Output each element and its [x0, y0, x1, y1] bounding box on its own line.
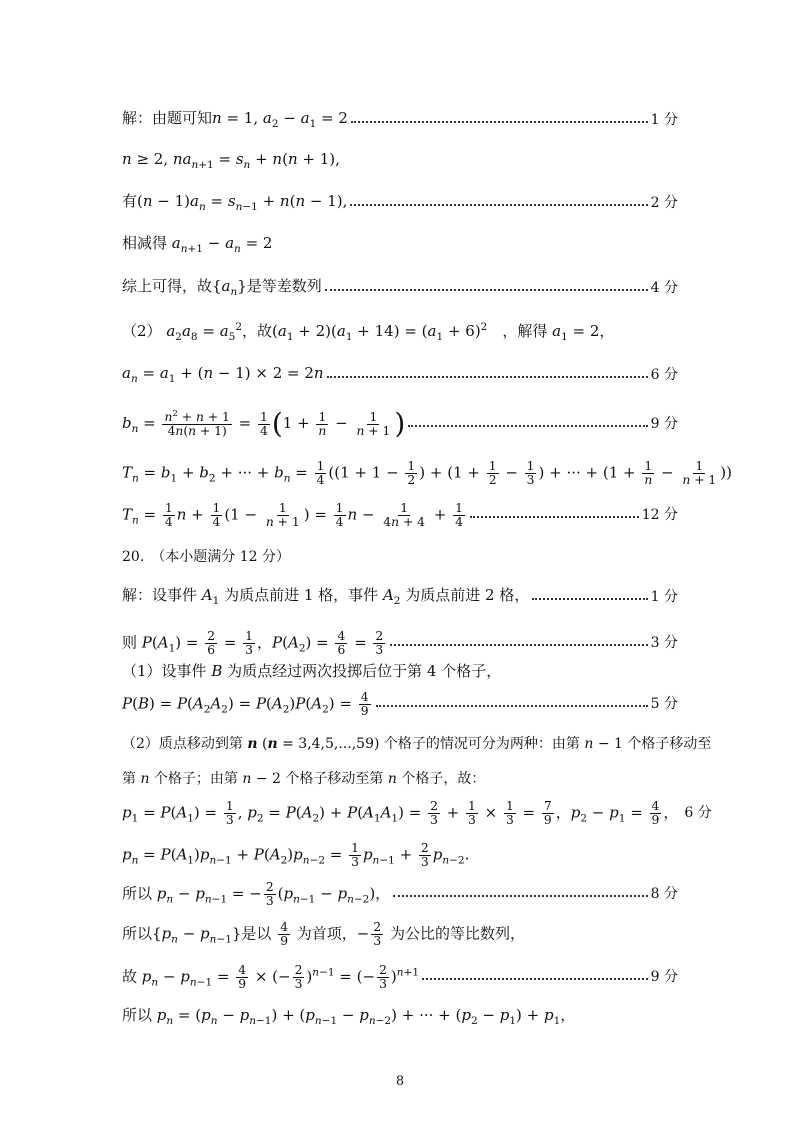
line-text: 综上可得，故$\{a_n\}$是等差数列: [122, 277, 322, 298]
line-text: 所以$\{p_n - p_{n-1}\}$是以 $\frac{4}{9}$ 为首项，− $\frac{2}{3}$ 为公比的等比数列，: [122, 920, 525, 948]
line-text: $T_n = b_1 + b_2$ + ··· + $b_n$ = $\frac{1}{4}$ ((1 + 1 − $\frac{1}{2}$ ) + (1 + $\frac{1}{2}$ − $\frac{1}{3}$ ) + ··· + (1 + $\frac{1}{n}$ − $\frac{1}{n + 1}$ )): [122, 459, 732, 487]
line-text: 第 n 个格子；由第 n − 2 个格子移动至第 n 个格子，故：: [122, 771, 486, 787]
solution-line-19: [122, 842, 469, 869]
dot-leader: [351, 121, 648, 123]
dot-leader: [470, 516, 639, 518]
line-text: $P(B) = P(A_2A_2) = P(A_2)P(A_2)$ = $\frac{4}{9}$: [122, 690, 369, 718]
line-text: 所以 $p_n = (p_n - p_{n-1}) + (p_{n-1} - p_{n-2})$ + ··· + $(p_2 - p_1) + p_1$，: [122, 1006, 576, 1027]
line-text: （2） $a_2a_8 = a_5^2$，故$(a_1 + 2)(a_1 + 14) = (a_1 + 6)^2$ ，解得 $a_1 = 2$，: [122, 321, 615, 343]
line-text: 相减得 $a_{n+1} - a_n = 2$: [122, 234, 273, 255]
solution-line-12: [122, 588, 678, 607]
dot-leader: [325, 289, 648, 291]
dot-leader: [393, 895, 647, 897]
line-text: $b_n$ = $\frac{n^2 + n + 1}{4n(n + 1)}$ = $\frac{1}{4}$ (1 + $\frac{1}{n}$ − $\frac{1}{n + 1}$ ): [122, 407, 406, 440]
solution-line-1: [122, 111, 678, 130]
line-text: （1）设事件 B 为质点经过两次投掷后位于第 4 个格子，: [122, 662, 502, 680]
line-text: 解：设事件 $A_1$ 为质点前进 1 格，事件 $A_2$ 为质点前进 2 格，: [122, 586, 530, 607]
line-text: 则 $P(A_1)$ = $\frac{2}{6}$ = $\frac{1}{3}$ ，$P(A_2)$ = $\frac{4}{6}$ = $\frac{2}{3}$: [122, 629, 384, 657]
solution-line-15: [122, 691, 678, 718]
solution-line-10: [122, 502, 678, 529]
score: 3 分: [650, 635, 678, 652]
line-text: $p_1 = P(A_1)$ = $\frac{1}{3}$ , $p_2 = P(A_2) + P(A_1A_1)$ = $\frac{2}{3}$ + $\frac{1}{3}$ × $\frac{1}{3}$ = $\frac{7}{9}$ ，$p_2 - p_1$ = $\frac{4}{9}$ ，: [122, 799, 679, 827]
line-text: 故 $p_n - p_{n-1}$ = $\frac{4}{9}$ × (− $\frac{2}{3}$ )$^{n-1}$ = (− $\frac{2}{3}$ )$^{n+1}$: [122, 963, 419, 991]
solution-line-18: [122, 799, 712, 827]
score: 12 分: [641, 507, 678, 524]
line-text: $a_n = a_1 + (n - 1) \times 2 = 2n$: [122, 364, 324, 385]
line-text: 有$(n - 1)a_n = s_{n-1} + n(n - 1)$,: [122, 192, 348, 213]
dot-leader: [408, 425, 647, 427]
score: 6 分: [684, 805, 712, 822]
score: 1 分: [650, 589, 678, 606]
page-number: 8: [395, 1074, 405, 1089]
dot-leader: [390, 644, 647, 646]
dot-leader: [422, 978, 648, 980]
solution-line-3: [122, 194, 678, 213]
solution-line-2: [122, 152, 340, 171]
line-text: 20. （本小题满分 12 分）: [122, 549, 290, 565]
solution-line-7: [122, 366, 678, 385]
solution-line-6: [122, 322, 614, 343]
score: 8 分: [650, 886, 678, 903]
line-text: n ≥ 2, $na_{n+1} = s_n + n(n + 1)$,: [122, 150, 340, 171]
solution-line-13: [122, 630, 678, 657]
line-text: $T_n$ = $\frac{1}{4}$ n + $\frac{1}{4}$ (1 − $\frac{1}{n + 1}$ ) = $\frac{1}{4}$ n − $\frac{1}{4n + 4}$ + $\frac{1}{4}$: [122, 501, 463, 529]
dot-leader: [350, 204, 647, 206]
line-text: 所以 $p_n - p_{n-1}$ = − $\frac{2}{3}$ $(p_{n-1} - p_{n-2})$，: [122, 880, 391, 908]
score: 1 分: [650, 112, 678, 129]
solution-line-22: [122, 964, 678, 991]
score: 4 分: [650, 280, 678, 297]
solution-line-9: [122, 460, 732, 487]
score: 9 分: [650, 969, 678, 986]
dot-leader: [327, 376, 648, 378]
dot-leader: [532, 598, 647, 600]
solution-line-5: [122, 279, 678, 298]
solution-line-14: [122, 664, 501, 679]
line-text: （2）质点移动到第 n (n = 3,4,5,...,59) 个格子的情况可分为两种：由第 n − 1 个格子移动至: [122, 736, 712, 752]
solution-line-17: [122, 772, 485, 786]
dot-leader: [376, 705, 648, 707]
line-text: 解：由题可知n = 1, $a_2 - a_1 = 2$: [122, 109, 348, 130]
line-text: $p_n = P(A_1)p_{n-1} + P(A_2)p_{n-2}$ = $\frac{1}{3}$ $p_{n-1}$ + $\frac{2}{3}$ $p_{n-2}$.: [122, 841, 470, 869]
solution-line-8: [122, 407, 678, 440]
solution-line-21: [122, 921, 525, 948]
score: 6 分: [650, 367, 678, 384]
score: 5 分: [650, 696, 678, 713]
score: 2 分: [650, 195, 678, 212]
solution-line-23: [122, 1008, 575, 1027]
score: 9 分: [650, 416, 678, 432]
solution-line-20: [122, 881, 678, 908]
solution-line-4: [122, 236, 272, 255]
problem-20-heading: [122, 550, 290, 564]
solution-line-16: [122, 737, 711, 751]
